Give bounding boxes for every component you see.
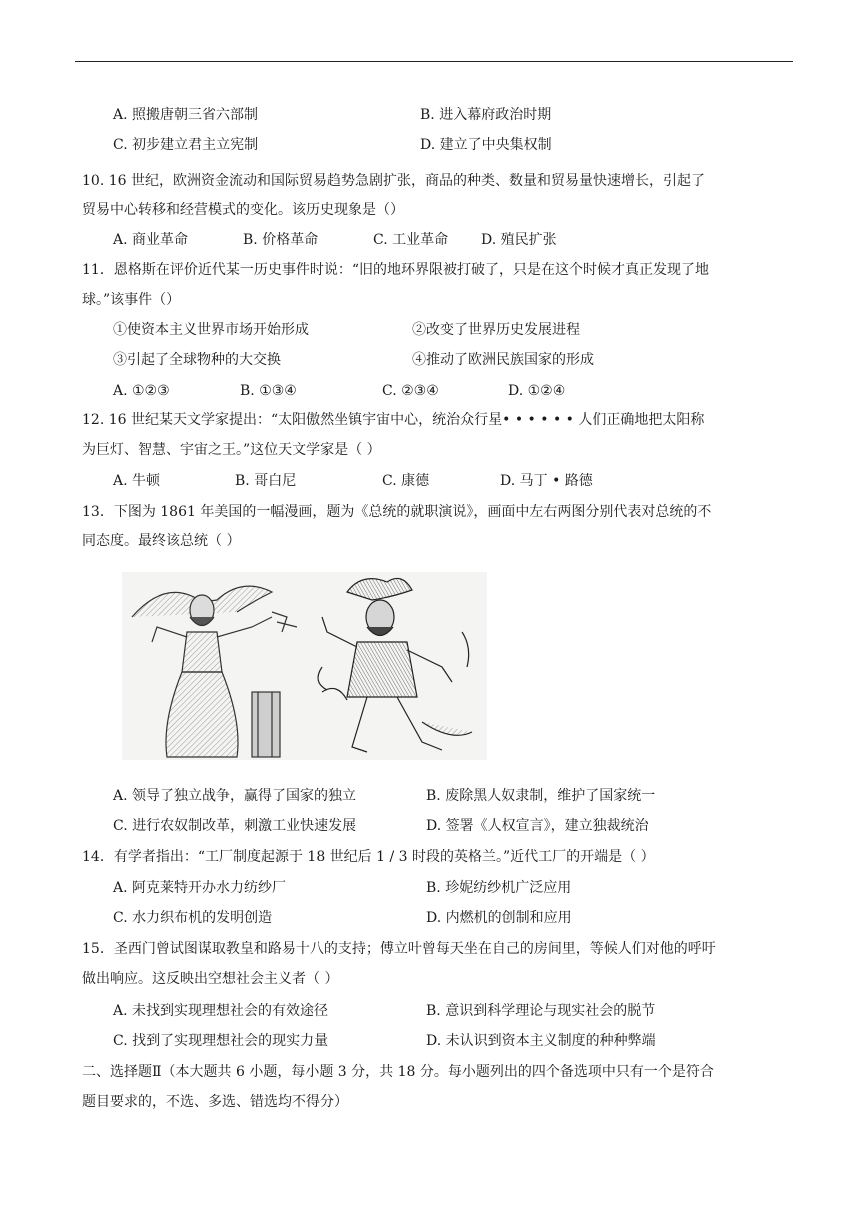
q11-option-b: B. ①③④ xyxy=(240,383,297,399)
header-rule xyxy=(75,61,793,62)
q15-option-d: D. 未认识到资本主义制度的种种弊端 xyxy=(426,1033,656,1049)
q10-option-a: A. 商业革命 xyxy=(113,232,189,248)
q12-stem-line1: 12. 16 世纪某天文学家提出：“太阳傲然坐镇宇宙中心，统治众行星• • • • • • 人们正确地把太阳称 xyxy=(82,412,705,428)
q13-option-d: D. 签署《人权宣言》，建立独裁统治 xyxy=(426,818,649,834)
q14-option-a: A. 阿克莱特开办水力纺纱厂 xyxy=(113,880,287,896)
q13-option-b: B. 废除黑人奴隶制，维护了国家统一 xyxy=(426,788,656,804)
q10-stem-line1: 10. 16 世纪，欧洲资金流动和国际贸易趋势急剧扩张，商品的种类、数量和贸易量快速增长，引起了 xyxy=(82,173,705,189)
q11-stem-line1: 11．恩格斯在评价近代某一历史事件时说：“旧的地环界限被打破了，只是在这个时候才真正发现了地 xyxy=(82,262,709,278)
q14-option-b: B. 珍妮纺纱机广泛应用 xyxy=(426,880,572,896)
q9-option-a: A. 照搬唐朝三省六部制 xyxy=(113,107,259,123)
q15-option-b: B. 意识到科学理论与现实社会的脱节 xyxy=(426,1003,656,1019)
q15-option-a: A. 未找到实现理想社会的有效途径 xyxy=(113,1003,329,1019)
q9-option-b: B. 进入幕府政治时期 xyxy=(420,107,552,123)
q11-stem-line2: 球。”该事件（） xyxy=(82,292,181,308)
q15-stem-line2: 做出响应。这反映出空想社会主义者（ ） xyxy=(82,971,339,987)
q10-stem-line2: 贸易中心转移和经营模式的变化。该历史现象是（） xyxy=(82,202,404,218)
q11-option-d: D. ①②④ xyxy=(508,383,566,399)
q13-stem-line2: 同态度。最终该总统（ ） xyxy=(82,533,241,549)
section2-heading-line2: 题目要求的，不选、多选、错选均不得分） xyxy=(82,1094,348,1110)
q11-item-1: ①使资本主义世界市场开始形成 xyxy=(113,322,309,338)
cartoon-left-figure xyxy=(132,586,297,757)
inauguration-cartoon-image xyxy=(122,572,487,760)
q9-option-d: D. 建立了中央集权制 xyxy=(420,137,552,153)
q11-item-3: ③引起了全球物种的大交换 xyxy=(113,352,281,368)
q11-option-a: A. ①②③ xyxy=(113,383,170,399)
q13-option-c: C. 进行农奴制改革，刺激工业快速发展 xyxy=(113,818,357,834)
q12-option-c: C. 康德 xyxy=(382,473,430,489)
q10-option-d: D. 殖民扩张 xyxy=(481,232,557,248)
q15-stem-line1: 15．圣西门曾试图谋取教皇和路易十八的支持；傅立叶曾每天坐在自己的房间里，等候人们对他的呼吁 xyxy=(82,941,716,957)
q9-option-c: C. 初步建立君主立宪制 xyxy=(113,137,259,153)
q14-option-c: C. 水力织布机的发明创造 xyxy=(113,910,273,926)
q13-stem-line1: 13．下图为 1861 年美国的一幅漫画，题为《总统的就职演说》，画面中左右两图分别代表对总统的不 xyxy=(82,504,712,520)
q11-item-2: ②改变了世界历史发展进程 xyxy=(412,322,580,338)
q12-stem-line2: 为巨灯、智慧、宇宙之王。”这位天文学家是（ ） xyxy=(82,442,381,458)
q12-option-a: A. 牛顿 xyxy=(113,473,161,489)
q12-option-d: D. 马丁 • 路德 xyxy=(500,473,593,489)
q10-option-c: C. 工业革命 xyxy=(373,232,449,248)
q12-option-b: B. 哥白尼 xyxy=(235,473,297,489)
q11-item-4: ④推动了欧洲民族国家的形成 xyxy=(412,352,594,368)
q14-option-d: D. 内燃机的创制和应用 xyxy=(426,910,572,926)
q15-option-c: C. 找到了实现理想社会的现实力量 xyxy=(113,1033,329,1049)
q13-option-a: A. 领导了独立战争，赢得了国家的独立 xyxy=(113,788,357,804)
section2-heading-line1: 二、选择题Ⅱ（本大题共 6 小题，每小题 3 分，共 18 分。每小题列出的四个备选项中只有一个是符合 xyxy=(82,1064,714,1080)
cartoon-right-figure xyxy=(318,578,472,752)
q14-stem: 14．有学者指出：“工厂制度起源于 18 世纪后 1 / 3 时段的英格兰。”近代工厂的开端是（ ） xyxy=(82,849,655,865)
q11-option-c: C. ②③④ xyxy=(382,383,439,399)
q10-option-b: B. 价格革命 xyxy=(243,232,319,248)
